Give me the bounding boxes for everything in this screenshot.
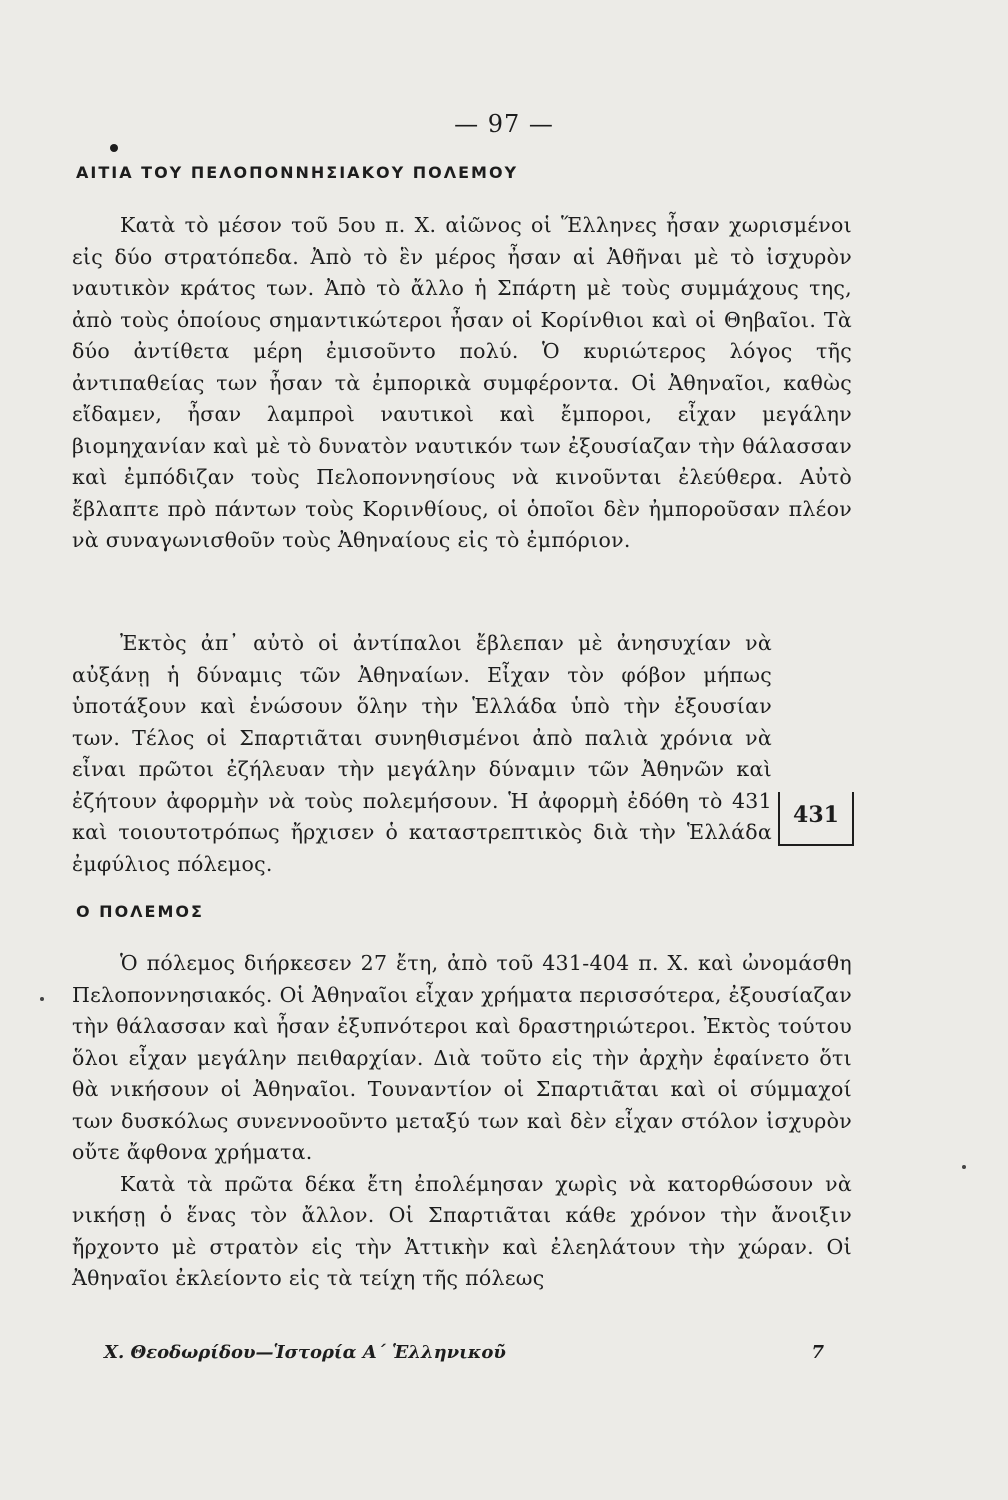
print-speck bbox=[40, 997, 44, 1001]
paragraph: Κατὰ τὰ πρῶτα δέκα ἔτη ἐπολέμησαν χωρὶς νὰ κατορθώσουν νὰ νικήσῃ ὁ ἕνας τὸν ἄλλον. Οἱ Σπαρτιᾶται κάθε χρόνον τὴν ἄνοιξιν ἤρχοντο μὲ στρατὸν εἰς τὴν Ἀττικὴν καὶ ἐλεηλάτουν τὴν χώραν. Οἱ Ἀθηναῖοι ἐκλείοντο εἰς τὰ τείχη τῆς πόλεως bbox=[72, 1171, 852, 1290]
paragraph: Ὁ πόλεμος διήρκεσεν 27 ἔτη, ἀπὸ τοῦ 431-404 π. Χ. καὶ ὠνομάσθη Πελοποννησιακός. Οἱ Ἀθηναῖοι εἶχαν χρήματα περισσότερα, ἐξουσίαζαν τὴν θάλασσαν καὶ ἦσαν ἐξυπνότεροι καὶ δραστηριώτεροι. Ἐκτὸς τούτου ὅλοι εἶχαν μεγάλην πειθαρχίαν. Διὰ τοῦτο εἰς τὴν ἀρχὴν ἐφαίνετο ὅτι θὰ νικήσουν οἱ Ἀθηναῖοι. Τουναντίον οἱ Σπαρτιᾶται καὶ οἱ σύμμαχοί των δυσκόλως συνεννοοῦντο μεταξύ των καὶ δὲν εἶχαν στόλον ἰσχυρὸν οὔτε ἄφθονα χρήματα. bbox=[72, 951, 852, 1164]
section-causes-text-2 bbox=[72, 628, 772, 880]
bullet-mark bbox=[110, 144, 118, 152]
section-heading-war: Ο ΠΟΛΕΜΟΣ bbox=[76, 902, 204, 921]
page-footer bbox=[104, 1342, 824, 1363]
section-war-text bbox=[72, 948, 852, 1295]
margin-note-year: 431 bbox=[793, 802, 839, 828]
footer-author-title: Χ. Θεοδωρίδου—Ἱστορία Α΄ Ἑλληνικοῦ bbox=[104, 1342, 506, 1363]
section-heading-causes: ΑΙΤΙΑ ΤΟΥ ΠΕΛΟΠΟΝΝΗΣΙΑΚΟΥ ΠΟΛΕΜΟΥ bbox=[76, 163, 519, 182]
section-causes-text-1 bbox=[72, 210, 852, 557]
footer-signature-mark: 7 bbox=[811, 1342, 824, 1363]
page-number: — 97 — bbox=[454, 110, 554, 138]
print-speck bbox=[962, 1165, 966, 1169]
paragraph: Κατὰ τὸ μέσον τοῦ 5ου π. Χ. αἰῶνος οἱ Ἕλληνες ἦσαν χωρισμένοι εἰς δύο στρατόπεδα. Ἀπὸ τὸ ἓν μέρος ἦσαν αἱ Ἀθῆναι μὲ τὸ ἰσχυρὸν ναυτικὸν κράτος των. Ἀπὸ τὸ ἄλλο ἡ Σπάρτη μὲ τοὺς συμμάχους της, ἀπὸ τοὺς ὁποίους σημαντικώτεροι ἦσαν οἱ Κορίνθιοι καὶ οἱ Θηβαῖοι. Τὰ δύο ἀντίθετα μέρη ἐμισοῦντο πολύ. Ὁ κυριώτερος λόγος τῆς ἀντιπαθείας των ἦσαν τὰ ἐμπορικὰ συμφέροντα. Οἱ Ἀθηναῖοι, καθὼς εἴδαμεν, ἦσαν λαμπροὶ ναυτικοὶ καὶ ἔμποροι, εἶχαν μεγάλην βιομηχανίαν καὶ μὲ τὸ δυνατὸν ναυτικόν των ἐξουσίαζαν τὴν θάλασσαν καὶ ἐμπόδιζαν τοὺς Πελοποννησίους νὰ κινοῦνται ἐλεύθερα. Αὐτὸ ἔβλαπτε πρὸ πάντων τοὺς Κορινθίους, οἱ ὁποῖοι δὲν ἠμποροῦσαν πλέον νὰ συναγωνισθοῦν τοὺς Ἀθηναίους εἰς τὸ ἐμπόριον. bbox=[72, 213, 852, 552]
paragraph: Ἐκτὸς ἀπ᾿ αὐτὸ οἱ ἀντίπαλοι ἔβλεπαν μὲ ἀνησυχίαν νὰ αὐξάνῃ ἡ δύναμις τῶν Ἀθηναίων. Εἶχαν τὸν φόβον μήπως ὑποτάξουν καὶ ἑνώσουν ὅλην τὴν Ἑλλάδα ὑπὸ τὴν ἐξουσίαν των. Τέλος οἱ Σπαρτιᾶται συνηθισμένοι ἀπὸ παλιὰ χρόνια νὰ εἶναι πρῶτοι ἐζήλευαν τὴν μεγάλην δύναμιν τῶν Ἀθηνῶν καὶ ἐζήτουν ἀφορμὴν νὰ τοὺς πολεμήσουν. Ἡ ἀφορμὴ ἐδόθη τὸ 431 καὶ τοιουτοτρόπως ἤρχισεν ὁ καταστρεπτικὸς διὰ τὴν Ἑλλάδα ἐμφύλιος πόλεμος. bbox=[72, 631, 772, 876]
